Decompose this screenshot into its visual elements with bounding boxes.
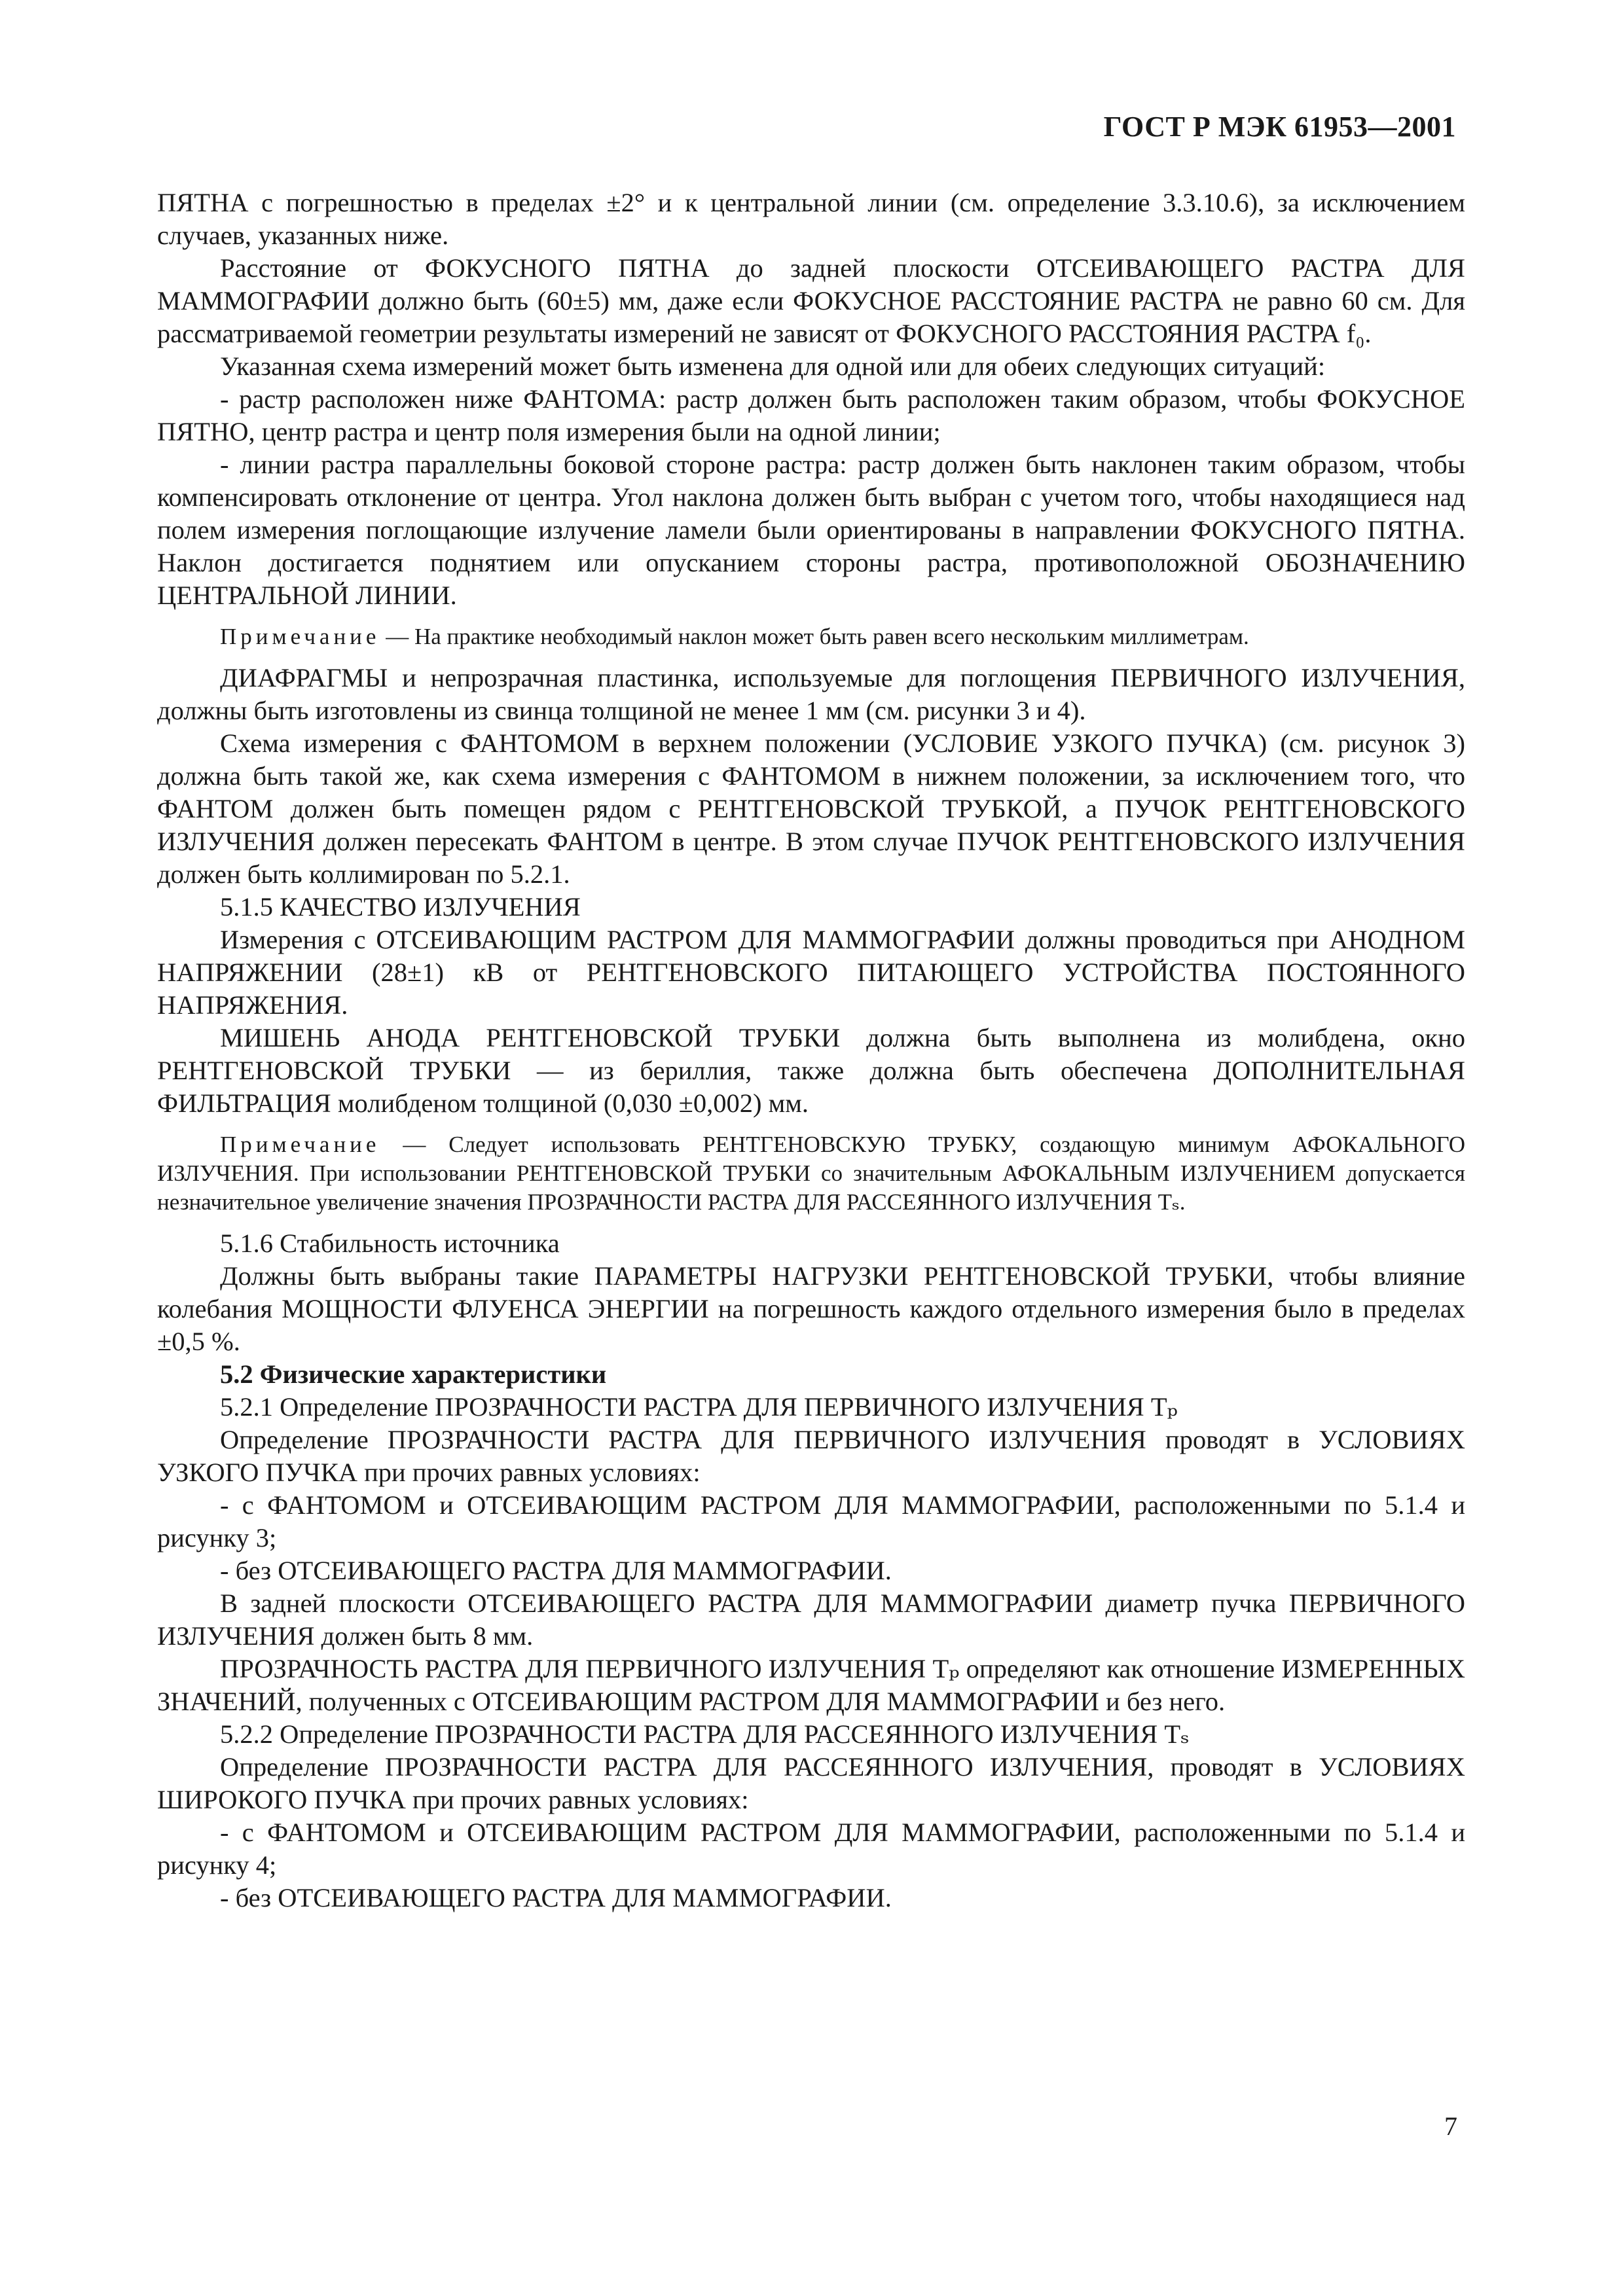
paragraph: Расстояние от ФОКУСНОГО ПЯТНА до задней плоскости ОТСЕИВАЮЩЕГО РАСТРА ДЛЯ МАММОГРАФИИ должно быть (60±5) мм, даже если ФОКУСНОЕ РАССТОЯНИЕ РАСТРА не равно 60 см. Для рассматриваемой геометрии результаты измерений не зависят от ФОКУСНОГО РАССТОЯНИЯ РАСТРА f₀. — [157, 253, 1465, 348]
paragraph: Определение ПРОЗРАЧНОСТИ РАСТРА ДЛЯ РАССЕЯННОГО ИЗЛУЧЕНИЯ, проводят в УСЛОВИЯХ ШИРОКОГО ПУЧКА при прочих равных условиях: — [157, 1752, 1465, 1814]
note — [157, 1130, 1465, 1217]
paragraph: МИШЕНЬ АНОДА РЕНТГЕНОВСКОЙ ТРУБКИ должна быть выполнена из молибдена, окно РЕНТГЕНОВСКОЙ ТРУБКИ — из бериллия, также должна быть обеспечена ДОПОЛНИТЕЛЬНАЯ ФИЛЬТРАЦИЯ молибденом толщиной (0,030 ±0,002) мм. — [157, 1023, 1465, 1118]
note-label: Примечание — [220, 624, 380, 649]
note — [157, 622, 1465, 651]
list-item: - растр расположен ниже ФАНТОМА: растр должен быть расположен таким образом, чтобы ФОКУСНОЕ ПЯТНО, центр растра и центр поля измерения были на одной линии; — [157, 384, 1465, 446]
list-item: - без ОТСЕИВАЮЩЕГО РАСТРА ДЛЯ МАММОГРАФИИ. — [220, 1556, 892, 1585]
paragraph: Схема измерения с ФАНТОМОМ в верхнем положении (УСЛОВИЕ УЗКОГО ПУЧКА) (см. рисунок 3) должна быть такой же, как схема измерения с ФАНТОМОМ в нижнем положении, за исключением того, что ФАНТОМ должен быть помещен рядом с РЕНТГЕНОВСКОЙ ТРУБКОЙ, а ПУЧОК РЕНТГЕНОВСКОГО ИЗЛУЧЕНИЯ должен пересекать ФАНТОМ в центре. В этом случае ПУЧОК РЕНТГЕНОВСКОГО ИЗЛУЧЕНИЯ должен быть коллимирован по 5.2.1. — [157, 728, 1465, 889]
note-text: — Следует использовать РЕНТГЕНОВСКУЮ ТРУБКУ, создающую минимум АФОКАЛЬНОГО ИЗЛУЧЕНИЯ. При использовании РЕНТГЕНОВСКОЙ ТРУБКИ со значительным АФОКАЛЬНЫМ ИЗЛУЧЕНИЕМ допускается незначительное увеличение значения ПРОЗРАЧНОСТИ РАСТРА ДЛЯ РАССЕЯННОГО ИЗЛУЧЕНИЯ Tₛ. — [157, 1132, 1466, 1215]
section-heading: 5.1.6 Стабильность источника — [220, 1229, 560, 1258]
paragraph: ПЯТНА с погрешностью в пределах ±2° и к центральной линии (см. определение 3.3.10.6), за исключением случаев, указанных ниже. — [157, 188, 1465, 250]
paragraph: Указанная схема измерений может быть изменена для одной или для обеих следующих ситуаций: — [220, 351, 1326, 381]
section-heading: 5.1.5 КАЧЕСТВО ИЗЛУЧЕНИЯ — [220, 892, 581, 922]
paragraph: В задней плоскости ОТСЕИВАЮЩЕГО РАСТРА ДЛЯ МАММОГРАФИИ диаметр пучка ПЕРВИЧНОГО ИЗЛУЧЕНИЯ должен быть 8 мм. — [157, 1588, 1465, 1651]
paragraph: Определение ПРОЗРАЧНОСТИ РАСТРА ДЛЯ ПЕРВИЧНОГО ИЗЛУЧЕНИЯ проводят в УСЛОВИЯХ УЗКОГО ПУЧКА при прочих равных условиях: — [157, 1425, 1465, 1487]
page-number: 7 — [1444, 2111, 1457, 2141]
list-item: - без ОТСЕИВАЮЩЕГО РАСТРА ДЛЯ МАММОГРАФИИ. — [220, 1883, 892, 1912]
list-item: - с ФАНТОМОМ и ОТСЕИВАЮЩИМ РАСТРОМ ДЛЯ МАММОГРАФИИ, расположенными по 5.1.4 и рисунку 4; — [157, 1818, 1465, 1880]
section-heading: 5.2.1 Определение ПРОЗРАЧНОСТИ РАСТРА ДЛЯ ПЕРВИЧНОГО ИЗЛУЧЕНИЯ Tₚ — [220, 1392, 1178, 1422]
note-text: — На практике необходимый наклон может быть равен всего нескольким миллиметрам. — [386, 624, 1249, 649]
paragraph: ПРОЗРАЧНОСТЬ РАСТРА ДЛЯ ПЕРВИЧНОГО ИЗЛУЧЕНИЯ Tₚ определяют как отношение ИЗМЕРЕННЫХ ЗНАЧЕНИЙ, полученных с ОТСЕИВАЮЩИМ РАСТРОМ ДЛЯ МАММОГРАФИИ и без него. — [157, 1654, 1465, 1716]
standard-header: ГОСТ Р МЭК 61953—2001 — [1103, 111, 1456, 143]
paragraph: Должны быть выбраны такие ПАРАМЕТРЫ НАГРУЗКИ РЕНТГЕНОВСКОЙ ТРУБКИ, чтобы влияние колебания МОЩНОСТИ ФЛУЕНСА ЭНЕРГИИ на погрешность каждого отдельного измерения было в пределах ±0,5 %. — [157, 1261, 1465, 1356]
paragraph: ДИАФРАГМЫ и непрозрачная пластинка, используемые для поглощения ПЕРВИЧНОГО ИЗЛУЧЕНИЯ, должны быть изготовлены из свинца толщиной не менее 1 мм (см. рисунки 3 и 4). — [157, 663, 1465, 725]
section-heading: 5.2.2 Определение ПРОЗРАЧНОСТИ РАСТРА ДЛЯ РАССЕЯННОГО ИЗЛУЧЕНИЯ Tₛ — [220, 1719, 1190, 1749]
document-body — [157, 187, 1465, 1914]
paragraph: Измерения с ОТСЕИВАЮЩИМ РАСТРОМ ДЛЯ МАММОГРАФИИ должны проводиться при АНОДНОМ НАПРЯЖЕНИИ (28±1) кВ от РЕНТГЕНОВСКОГО ПИТАЮЩЕГО УСТРОЙСТВА ПОСТОЯННОГО НАПРЯЖЕНИЯ. — [157, 925, 1465, 1020]
list-item: - с ФАНТОМОМ и ОТСЕИВАЮЩИМ РАСТРОМ ДЛЯ МАММОГРАФИИ, расположенными по 5.1.4 и рисунку 3; — [157, 1490, 1465, 1552]
note-label: Примечание — [220, 1132, 380, 1157]
section-heading: 5.2 Физические характеристики — [220, 1359, 607, 1389]
list-item: - линии растра параллельны боковой стороне растра: растр должен быть наклонен таким образом, чтобы компенсировать отклонение от центра. Угол наклона должен быть выбран с учетом того, чтобы находящиеся над полем измерения поглощающие излучение ламели были ориентированы в направлении ФОКУСНОГО ПЯТНА. Наклон достигается поднятием или опусканием стороны растра, противоположной ОБОЗНАЧЕНИЮ ЦЕНТРАЛЬНОЙ ЛИНИИ. — [157, 450, 1465, 610]
